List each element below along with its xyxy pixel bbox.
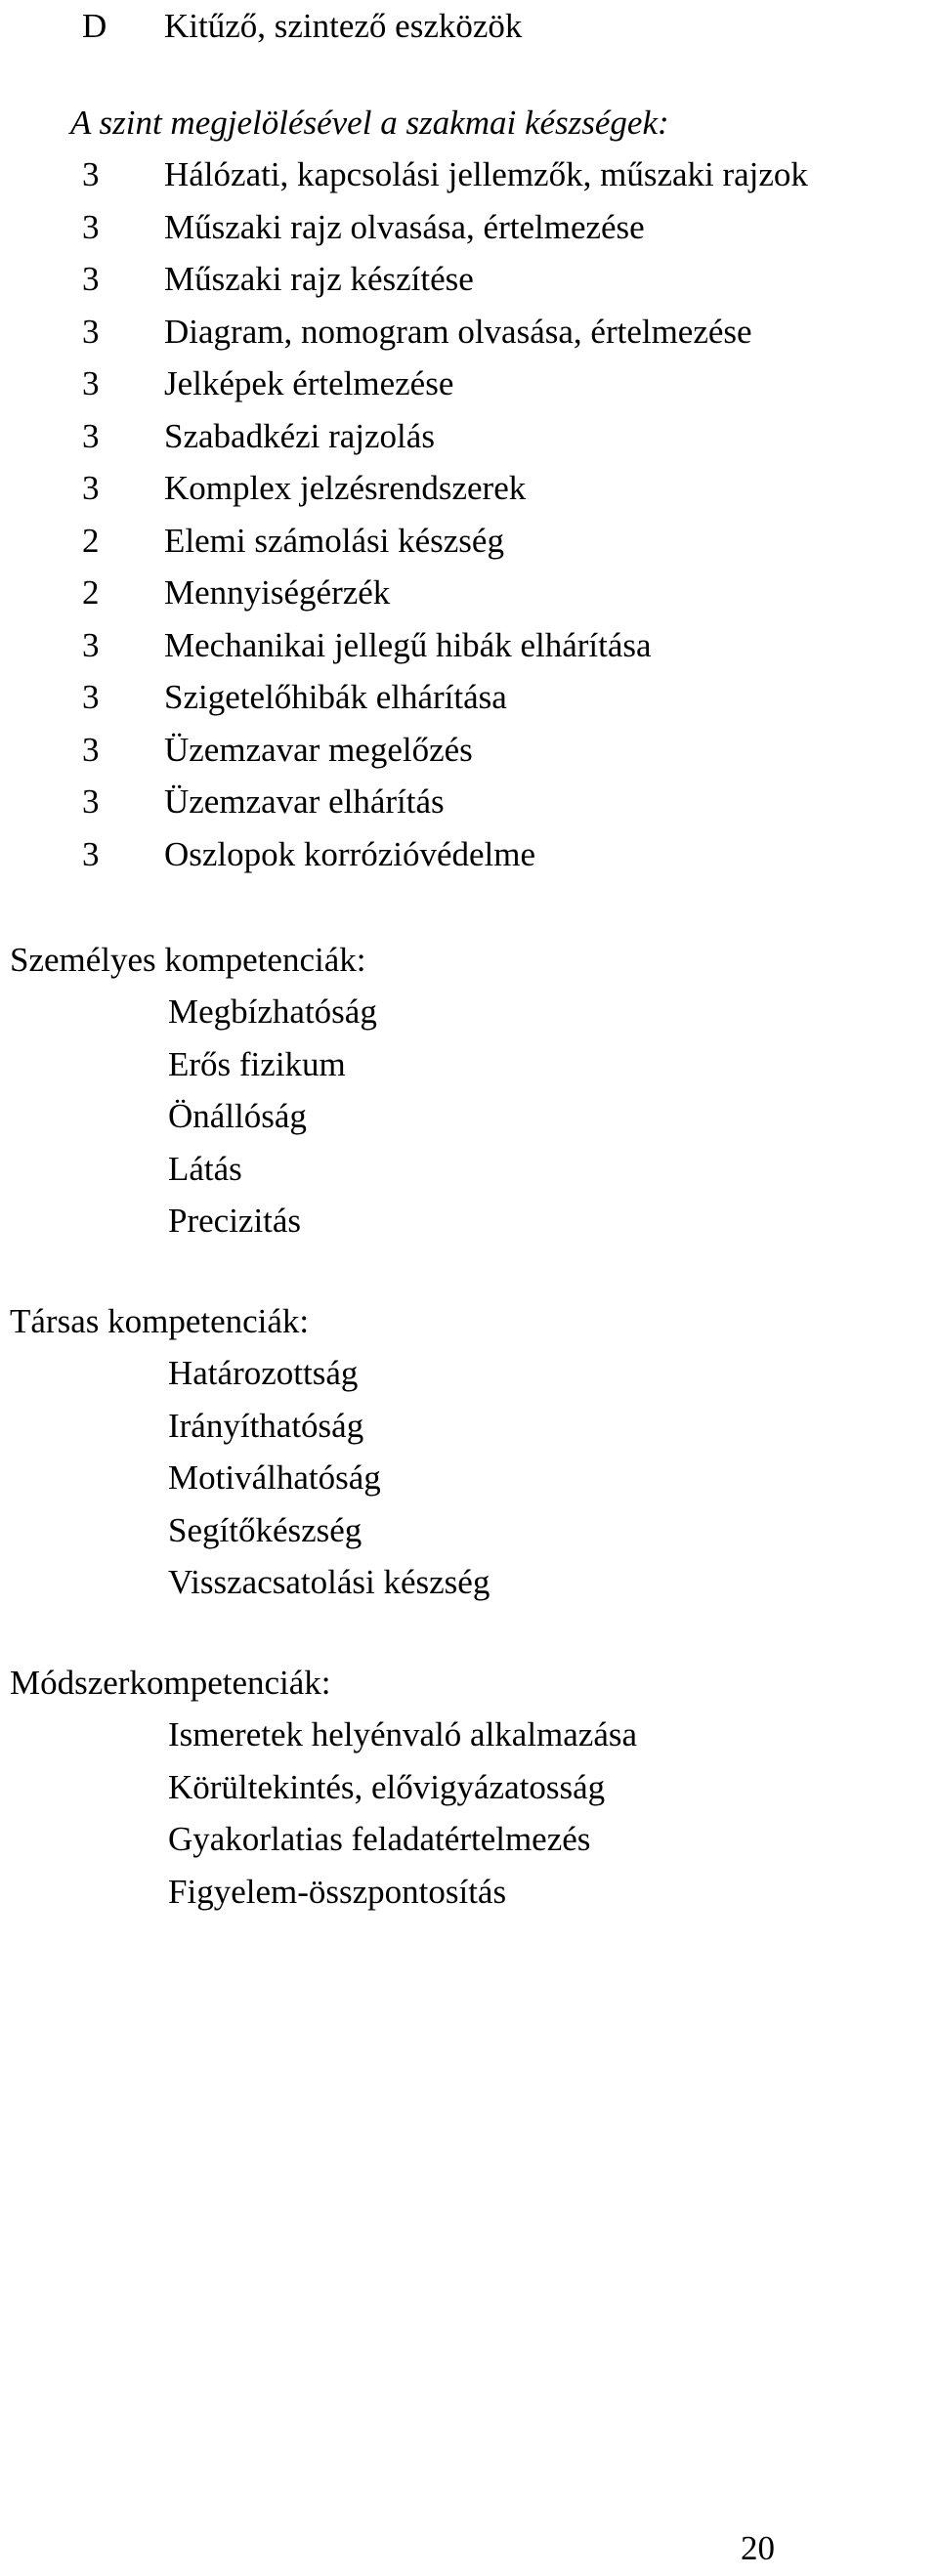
skill-label: Szigetelőhibák elhárítása (164, 678, 507, 716)
list-item: Erős fizikum (168, 1044, 346, 1083)
skill-label: Műszaki rajz olvasása, értelmezése (164, 207, 645, 246)
skill-label: Hálózati, kapcsolási jellemzők, műszaki rajzok (164, 155, 808, 193)
list-item: Ismeretek helyénvaló alkalmazása (168, 1715, 638, 1753)
skills-list (0, 148, 808, 880)
skill-row (0, 358, 808, 410)
skill-row (0, 776, 808, 828)
skill-level: 3 (82, 312, 100, 351)
list-item: Megbízhatóság (168, 992, 377, 1031)
header-title: Kitűző, szintező eszközök (164, 7, 523, 45)
list-item: Látás (168, 1149, 242, 1188)
skill-row (0, 671, 808, 724)
skill-row (0, 567, 808, 619)
skill-level: 3 (82, 469, 100, 507)
skill-level: 3 (82, 416, 100, 455)
skill-label: Komplex jelzésrendszerek (164, 469, 527, 507)
skill-label: Elemi számolási készség (164, 521, 504, 560)
page-number: 20 (741, 2529, 775, 2567)
social-competencies-list (168, 1347, 490, 1609)
personal-competencies-title: Személyes kompetenciák: (10, 941, 366, 979)
skill-label: Diagram, nomogram olvasása, értelmezése (164, 312, 752, 351)
skill-level: 3 (82, 782, 100, 821)
skill-row (0, 724, 808, 777)
header-row (0, 0, 522, 53)
skills-intro: A szint megjelölésével a szakmai készségek: (70, 104, 669, 142)
skill-label: Szabadkézi rajzolás (164, 416, 435, 455)
skill-label: Mennyiségérzék (164, 573, 391, 612)
list-item: Gyakorlatias feladatértelmezés (168, 1820, 591, 1858)
list-item: Körültekintés, elővigyázatosság (168, 1767, 606, 1806)
skill-row (0, 515, 808, 568)
skill-level: 3 (82, 730, 100, 769)
skill-level: 2 (82, 573, 100, 612)
skill-level: 3 (82, 834, 100, 873)
list-item: Irányíthatóság (168, 1406, 364, 1445)
list-item: Visszacsatolási készség (168, 1563, 490, 1601)
skill-row (0, 148, 808, 201)
skill-level: 3 (82, 364, 100, 402)
skill-level: 3 (82, 625, 100, 664)
skill-row (0, 828, 808, 881)
skill-level: 3 (82, 260, 100, 298)
skill-label: Üzemzavar megelőzés (164, 730, 473, 769)
skill-label: Műszaki rajz készítése (164, 260, 474, 298)
skill-row (0, 201, 808, 254)
skill-row (0, 619, 808, 672)
skill-row (0, 306, 808, 359)
skill-row (0, 410, 808, 463)
skill-label: Jelképek értelmezése (164, 364, 454, 402)
skill-row (0, 253, 808, 306)
skill-level: 2 (82, 521, 100, 560)
list-item: Motiválhatóság (168, 1458, 381, 1497)
header-code: D (82, 7, 107, 45)
method-competencies-title: Módszerkompetenciák: (10, 1664, 331, 1702)
social-competencies-title: Társas kompetenciák: (10, 1302, 310, 1340)
skill-label: Üzemzavar elhárítás (164, 782, 445, 821)
skill-level: 3 (82, 678, 100, 716)
list-item: Figyelem-összpontosítás (168, 1872, 507, 1911)
skill-label: Mechanikai jellegű hibák elhárítása (164, 625, 652, 664)
skill-level: 3 (82, 155, 100, 193)
skill-level: 3 (82, 207, 100, 246)
list-item: Precizitás (168, 1202, 302, 1240)
list-item: Segítőkészség (168, 1510, 362, 1549)
skill-label: Oszlopok korrózióvédelme (164, 834, 536, 873)
list-item: Határozottság (168, 1354, 359, 1392)
list-item: Önállóság (168, 1097, 307, 1135)
skill-row (0, 462, 808, 515)
method-competencies-list (168, 1709, 637, 1918)
personal-competencies-list (168, 986, 377, 1247)
